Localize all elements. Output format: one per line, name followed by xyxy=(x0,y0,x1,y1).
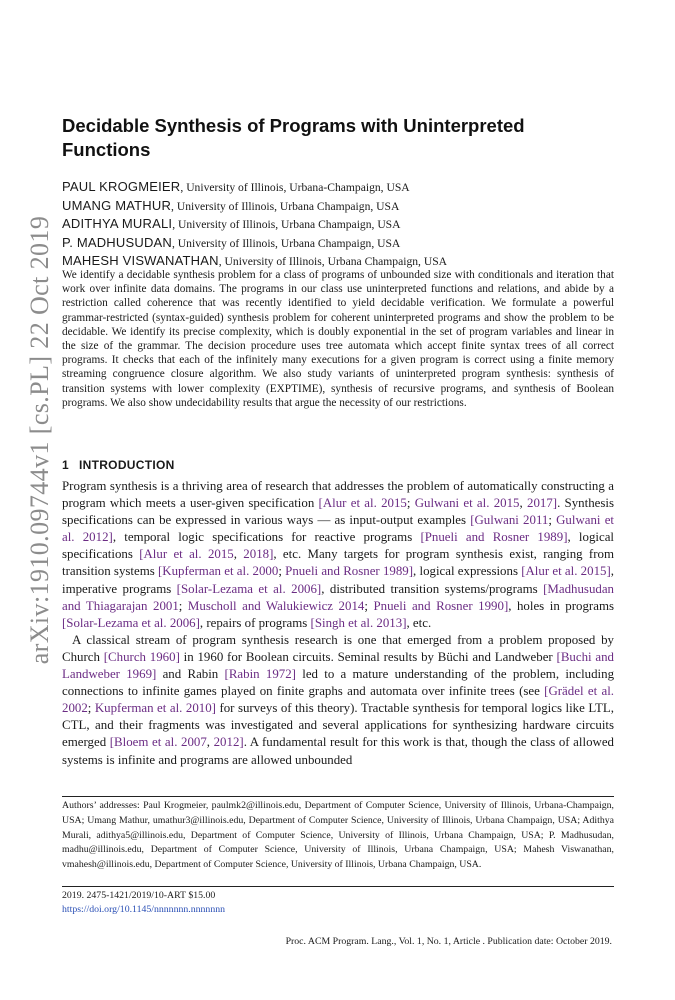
author-name: ADITHYA MURALI xyxy=(62,216,173,231)
author-line xyxy=(62,234,614,253)
citation-link[interactable]: Kupferman et al. 2010 xyxy=(94,701,212,716)
author-affiliation: , University of Illinois, Urbana Champaign, USA xyxy=(218,255,448,268)
author-name: MAHESH VISWANATHAN xyxy=(62,253,219,268)
paragraph-text: ; xyxy=(87,701,95,716)
citation-link[interactable]: Gulwani 2011 xyxy=(474,513,549,528)
paragraph-text: , temporal logic specifications for reactive programs xyxy=(112,530,421,545)
citation-bracket: ] xyxy=(606,564,611,579)
citation-link[interactable]: Church 1960 xyxy=(108,649,176,664)
paragraph-text: ; xyxy=(548,513,557,528)
paragraph-text: and Rabin xyxy=(156,667,225,682)
citation-link[interactable]: Muscholl and Walukiewicz 2014 xyxy=(187,598,365,613)
citation-bracket: ] xyxy=(552,496,558,511)
citation-link[interactable]: Gulwani et al. 2015 xyxy=(414,496,520,511)
citation-bracket: ] xyxy=(239,735,244,750)
author-line xyxy=(62,215,614,234)
citation-link[interactable]: Bloem et al. 2007 xyxy=(114,735,207,750)
author-affiliation: , University of Illinois, Urbana Champaign, USA xyxy=(172,218,401,231)
author-name: P. MADHUSUDAN xyxy=(62,234,172,250)
paragraph-text: , distributed transition systems/programs xyxy=(321,581,544,596)
citation-bracket: [ xyxy=(224,667,229,682)
citation-link[interactable]: 2012 xyxy=(213,735,240,750)
citation-bracket: ] xyxy=(402,615,407,630)
author-affiliation: , University of Illinois, Urbana Champaign, USA xyxy=(171,199,400,213)
paragraph-text: , xyxy=(233,547,244,562)
author-affiliation: , University of Illinois, Urbana Champaign, USA xyxy=(172,236,401,250)
citation-bracket: ] xyxy=(195,615,200,630)
citation-bracket: [ xyxy=(470,513,475,528)
paragraph-text: , imperative programs xyxy=(62,564,614,596)
citation-bracket: ] xyxy=(269,547,274,562)
paragraph-text: ; xyxy=(406,496,415,511)
citation-link[interactable]: Alur et al. 2015 xyxy=(525,564,607,579)
paragraph-text: ; xyxy=(278,564,286,579)
citation-link[interactable]: Rabin 1972 xyxy=(228,667,292,682)
citation-link[interactable]: Grädel et al. 2002 xyxy=(62,684,614,716)
citation-link[interactable]: Pnueli and Rosner 1989 xyxy=(424,530,564,545)
citation-bracket: ] xyxy=(152,667,157,682)
citation-link[interactable]: Solar-Lezama et al. 2006 xyxy=(66,615,196,630)
citation-bracket: [ xyxy=(62,615,67,630)
citation-link[interactable]: Alur et al. 2015 xyxy=(143,547,234,562)
paragraph-text: , holes in programs xyxy=(508,598,614,613)
citation-bracket: ] xyxy=(408,564,414,579)
paragraph-text: , xyxy=(519,496,527,511)
author-line xyxy=(62,178,614,197)
citation-bracket: [ xyxy=(318,496,323,511)
citation-link[interactable]: 2018 xyxy=(243,547,270,562)
citation-bracket: [ xyxy=(158,564,163,579)
citation-bracket: [ xyxy=(521,564,526,579)
paragraph-text: ; xyxy=(178,598,188,613)
introduction-paragraph-1 xyxy=(62,478,614,632)
citation-bracket: [ xyxy=(543,581,548,596)
citation-bracket: [ xyxy=(109,735,115,750)
citation-bracket: [ xyxy=(103,649,109,664)
paragraph-text: for surveys of this theory). Tractable synthesis for temporal logics like LTL, CTL, and their fragments was investigated and several applications for synthesizing hardware circuits emerged xyxy=(62,701,614,750)
author-list xyxy=(62,178,614,271)
citation-link[interactable]: Gulwani et al. 2012 xyxy=(62,513,614,545)
citation-link[interactable]: Singh et al. 2013 xyxy=(314,615,403,630)
author-line xyxy=(62,197,614,216)
paragraph-text: led to a mature understanding of the problem, including connections to infinite games played on finite graphs and automata over infinite trees (see xyxy=(62,667,615,699)
citation-link[interactable]: Pnueli and Rosner 1990 xyxy=(373,598,504,613)
citation-link[interactable]: Buchi and Landweber 1969 xyxy=(62,649,615,682)
paragraph-text: , repairs of programs xyxy=(199,615,311,630)
citation-bracket: ] xyxy=(291,667,296,682)
section-number: 1 xyxy=(62,458,69,472)
citation-bracket: [ xyxy=(556,649,561,664)
copyright-block xyxy=(62,886,614,916)
citation-bracket: ] xyxy=(175,649,180,664)
author-addresses-footnote: Authors’ addresses: Paul Krogmeier, paulmk2@illinois.edu, Department of Computer Science, University of Illinois, Urbana-Champaign, USA; Umang Mathur, umathur3@illinois.edu, Department of Computer Science, University of Illinois, Urbana Champaign, USA; Adithya Murali, adithya5@illinois.edu, Department of Computer Science, University of Illinois, Urbana Champaign, USA; P. Madhusudan, madhu@illinois.edu, Department of Computer Science, University of Illinois, Urbana Champaign, USA; Mahesh Viswanathan, vmahesh@illinois.edu, Department of Computer Science, University of Illinois, Urbana Champaign, USA. xyxy=(62,796,614,873)
paragraph-text: . Synthesis specifications can be expressed in various ways — as input-output examples xyxy=(62,496,614,528)
citation-link[interactable]: Alur et al. 2015 xyxy=(322,496,407,511)
citation-bracket: ] xyxy=(563,530,568,545)
citation-bracket: [ xyxy=(176,581,181,596)
abstract: We identify a decidable synthesis problem for a class of programs of unbounded size with conditionals and iteration that work over infinite data domains. The programs in our class use uninterpreted functions and relations, and abide by a restriction called coherence that was recently identified to yield decidable verification. We formulate a powerful grammar-restricted (syntax-guided) synthesis problem for coherent uninterpreted programs and show the problem to be decidable. We identify its precise complexity, which is doubly exponential in the set of program variables and linear in the size of the grammar. The decision procedure uses tree automata which accept finite syntax trees of all correct programs. It checks that each of the infinitely many executions for a given program is correct using a finite memory streaming congruence closure algorithm. We also study variants of uninterpreted program synthesis: synthesis of transition systems with lower complexity (EXPTIME), synthesis of recursive programs, and synthesis of Boolean programs. We also show undecidability results that argue the necessity of our restrictions. xyxy=(62,269,614,409)
introduction-body xyxy=(62,478,614,769)
paragraph-text: A classical stream of program synthesis research is one that emerged from a problem proposed by Church xyxy=(62,632,614,664)
paragraph-text: , etc. xyxy=(406,615,432,630)
citation-bracket: ] xyxy=(503,598,509,613)
paragraph-text: , etc. Many targets for program synthesis exist, ranging from transition systems xyxy=(62,547,614,579)
paragraph-text: , logical specifications xyxy=(62,530,615,562)
citation-bracket: ] xyxy=(108,530,113,545)
doi-link[interactable]: https://doi.org/10.1145/nnnnnnn.nnnnnnn xyxy=(62,903,226,915)
paper-title: Decidable Synthesis of Programs with Uninterpreted Functions xyxy=(62,115,525,160)
copyright-line: 2019. 2475-1421/2019/10-ART $15.00 xyxy=(62,890,216,901)
citation-link[interactable]: 2017 xyxy=(527,496,553,511)
citation-link[interactable]: Madhusudan and Thiagarajan 2001 xyxy=(62,581,614,613)
citation-link[interactable]: Solar-Lezama et al. 2006 xyxy=(180,581,317,596)
citation-bracket: [ xyxy=(310,615,315,630)
citation-link[interactable]: Pnueli and Rosner 1989 xyxy=(285,564,409,579)
section-heading xyxy=(62,458,614,472)
section-title: INTRODUCTION xyxy=(78,458,175,472)
author-affiliation: , University of Illinois, Urbana-Champaign, USA xyxy=(180,181,410,194)
running-footer: Proc. ACM Program. Lang., Vol. 1, No. 1, Article . Publication date: October 2019. xyxy=(285,936,612,947)
paragraph-text: in 1960 for Boolean circuits. Seminal results by Büchi and Landweber xyxy=(179,649,557,664)
citation-bracket: ] xyxy=(316,581,322,596)
citation-bracket: [ xyxy=(139,547,144,562)
paragraph-text: Program synthesis is a thriving area of research that addresses the problem of automatically constructing a program which meets a user-given specification xyxy=(62,479,614,511)
arxiv-identifier-stamp xyxy=(14,200,66,680)
citation-bracket: ] xyxy=(211,701,216,716)
introduction-paragraph-2 xyxy=(62,632,614,769)
citation-bracket: [ xyxy=(544,684,549,699)
citation-bracket: [ xyxy=(420,530,425,545)
citation-link[interactable]: Kupferman et al. 2000 xyxy=(162,564,279,579)
paragraph-text: ; xyxy=(364,598,374,613)
paragraph-text: , xyxy=(206,735,214,750)
paragraph-text: . A fundamental result for this work is that, though the class of allowed systems is infinite and programs are allowed unbounded xyxy=(62,735,614,767)
paragraph-text: , logical expressions xyxy=(413,564,522,579)
author-name: UMANG MATHUR xyxy=(62,197,172,213)
arxiv-stamp-text: arXiv:1910.09744v1 [cs.PL] 22 Oct 2019 xyxy=(25,215,55,665)
author-name: PAUL KROGMEIER xyxy=(62,179,181,194)
